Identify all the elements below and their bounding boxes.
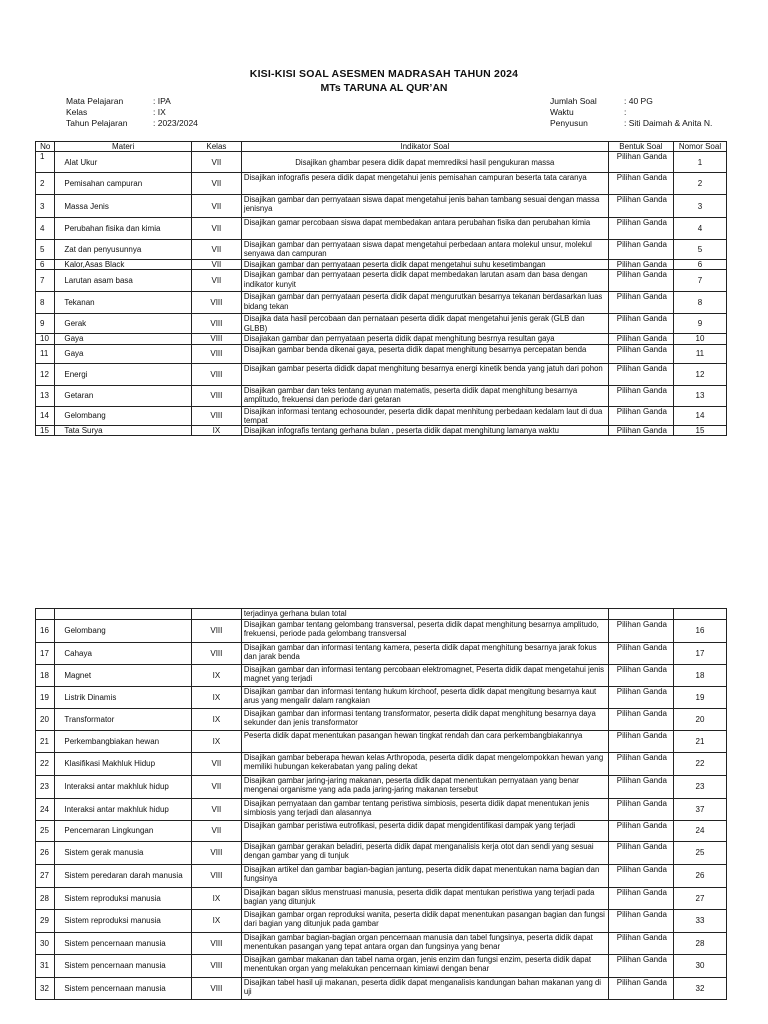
- meta-subject: [66, 96, 198, 107]
- row-nomor: 6: [673, 260, 726, 270]
- row-number: 32: [36, 978, 55, 1000]
- continuation-text: terjadinya gerhana bulan total: [241, 609, 608, 620]
- row-nomor: 16: [673, 620, 726, 643]
- row-materi: Getaran: [55, 385, 192, 406]
- row-indikator: Disajikan infografis pesera didik dapat mengetahui jenis pemisahan campuran beserta tata caranya: [241, 173, 608, 195]
- row-bentuk: Pilihan Ganda: [608, 842, 673, 865]
- row-materi: Gelombang: [55, 620, 192, 643]
- table-row: [36, 910, 727, 933]
- row-number: 29: [36, 910, 55, 933]
- row-indikator: Disajikan gambar benda dikenai gaya, peserta didik dapat menghitung besarnya percepatan benda: [241, 344, 608, 363]
- meta-value: :: [624, 107, 627, 117]
- row-bentuk: Pilihan Ganda: [608, 334, 673, 344]
- row-materi: Listrik Dinamis: [55, 687, 192, 709]
- row-bentuk: Pilihan Ganda: [608, 270, 673, 292]
- row-indikator: Disajikan gambar dan pernyataan peserta didik dapat mengurutkan besarnya tekanan berdasarkan luas bidang tekan: [241, 292, 608, 314]
- row-number: 18: [36, 665, 55, 687]
- row-kelas: VIII: [191, 933, 241, 955]
- row-nomor: 24: [673, 821, 726, 842]
- table-row: [36, 753, 727, 776]
- row-number: 20: [36, 709, 55, 731]
- row-number: 13: [36, 385, 55, 406]
- row-materi: Energi: [55, 363, 192, 385]
- row-nomor: 15: [673, 426, 726, 436]
- row-number: 17: [36, 643, 55, 665]
- row-nomor: 28: [673, 933, 726, 955]
- row-kelas: VIII: [191, 363, 241, 385]
- table-row: [36, 152, 727, 173]
- row-indikator: Disajikan bagan siklus menstruasi manusia, peserta didik dapat mentukan peristiwa yang terjadi pada bagian yang ditunjuk: [241, 888, 608, 910]
- row-materi: Gerak: [55, 314, 192, 334]
- row-kelas: VII: [191, 218, 241, 240]
- row-kelas: VIII: [191, 620, 241, 643]
- row-nomor: 19: [673, 687, 726, 709]
- row-nomor: 7: [673, 270, 726, 292]
- row-indikator: Disajikan gambar organ reproduksi wanita, peserta didik dapat menentukan pasangan bagian dan fungsi dari bagian yang ditunjuk pada gambar: [241, 910, 608, 933]
- row-materi: Sistem reproduksi manusia: [55, 910, 192, 933]
- meta-label: Waktu: [550, 107, 574, 117]
- row-bentuk: Pilihan Ganda: [608, 933, 673, 955]
- row-number: 16: [36, 620, 55, 643]
- row-nomor: 9: [673, 314, 726, 334]
- row-number: 5: [36, 240, 55, 260]
- row-nomor: 17: [673, 643, 726, 665]
- row-kelas: VIII: [191, 842, 241, 865]
- table-row: [36, 665, 727, 687]
- row-materi: Interaksi antar makhluk hidup: [55, 799, 192, 821]
- row-materi: Sistem pencernaan manusia: [55, 933, 192, 955]
- row-number: 8: [36, 292, 55, 314]
- row-number: 22: [36, 753, 55, 776]
- row-number: 10: [36, 334, 55, 344]
- row-indikator: Disajikan gambar peserta dididk dapat menghitung besarnya energi kinetik benda yang jatuh dari pohon: [241, 363, 608, 385]
- table-row: [36, 426, 727, 436]
- row-nomor: 10: [673, 334, 726, 344]
- row-nomor: 30: [673, 955, 726, 978]
- row-indikator: Disajiakan gambar dan pernyataan peserta didik dapat menghitung besrnya resultan gaya: [241, 334, 608, 344]
- row-indikator: Disajikan tabel hasil uji makanan, peserta didik dapat menganalisis kandungan bahan makanan yang di uji: [241, 978, 608, 1000]
- row-nomor: 1: [673, 152, 726, 173]
- table-row: [36, 888, 727, 910]
- row-bentuk: Pilihan Ganda: [608, 978, 673, 1000]
- row-kelas: VII: [191, 195, 241, 218]
- row-kelas: VII: [191, 260, 241, 270]
- row-bentuk: Pilihan Ganda: [608, 620, 673, 643]
- row-materi: Gaya: [55, 334, 192, 344]
- row-bentuk: Pilihan Ganda: [608, 240, 673, 260]
- meta-class: [66, 107, 198, 118]
- row-nomor: 4: [673, 218, 726, 240]
- table-row: [36, 270, 727, 292]
- row-bentuk: Pilihan Ganda: [608, 643, 673, 665]
- row-kelas: VIII: [191, 314, 241, 334]
- table-row: [36, 687, 727, 709]
- empty-cell: [191, 609, 241, 620]
- table-body-page-1: [36, 152, 727, 436]
- row-materi: Tekanan: [55, 292, 192, 314]
- row-materi: Sistem pencernaan manusia: [55, 955, 192, 978]
- row-bentuk: Pilihan Ganda: [608, 218, 673, 240]
- row-kelas: VII: [191, 270, 241, 292]
- row-bentuk: Pilihan Ganda: [608, 753, 673, 776]
- row-materi: Sistem reproduksi manusia: [55, 888, 192, 910]
- row-kelas: VIII: [191, 334, 241, 344]
- row-indikator: Disajikan gambar jaring-jaring makanan, peserta didik dapat menentukan pernyataan yang benar mengenai organisme yang ada pada jaring-jaring makanan tersebut: [241, 776, 608, 799]
- table-row: [36, 385, 727, 406]
- row-kelas: IX: [191, 709, 241, 731]
- row-bentuk: Pilihan Ganda: [608, 865, 673, 888]
- row-kelas: VIII: [191, 865, 241, 888]
- row-nomor: 23: [673, 776, 726, 799]
- table-row: [36, 195, 727, 218]
- row-nomor: 25: [673, 842, 726, 865]
- table-row: [36, 314, 727, 334]
- row-bentuk: Pilihan Ganda: [608, 314, 673, 334]
- row-kelas: IX: [191, 910, 241, 933]
- row-nomor: 11: [673, 344, 726, 363]
- row-indikator: Disajika data hasil percobaan dan pernataan peserta didik dapat mengetahui jenis gerak (GLB dan GLBB): [241, 314, 608, 334]
- row-number: 9: [36, 314, 55, 334]
- table-row: [36, 799, 727, 821]
- row-bentuk: Pilihan Ganda: [608, 821, 673, 842]
- row-number: 30: [36, 933, 55, 955]
- row-number: 7: [36, 270, 55, 292]
- row-materi: Perubahan fisika dan kimia: [55, 218, 192, 240]
- row-indikator: Disajikan gambar beberapa hewan kelas Arthropoda, peserta didik dapat mengelompokkan hewan yang memiliki hubungan kekerabatan yang paling dekat: [241, 753, 608, 776]
- row-materi: Gaya: [55, 344, 192, 363]
- row-kelas: IX: [191, 687, 241, 709]
- row-materi: Larutan asam basa: [55, 270, 192, 292]
- row-materi: Cahaya: [55, 643, 192, 665]
- meta-question-count: [550, 96, 712, 107]
- row-materi: Magnet: [55, 665, 192, 687]
- empty-cell: [608, 609, 673, 620]
- row-number: 25: [36, 821, 55, 842]
- row-materi: Pemisahan campuran: [55, 173, 192, 195]
- row-bentuk: Pilihan Ganda: [608, 776, 673, 799]
- row-kelas: VIII: [191, 643, 241, 665]
- row-kelas: VII: [191, 152, 241, 173]
- row-nomor: 22: [673, 753, 726, 776]
- row-indikator: Disajikan gambar dan informasi tentang kamera, peserta didik dapat menghitung besarnya jarak fokus dan jarak benda: [241, 643, 608, 665]
- document-title: KISI-KISI SOAL ASESMEN MADRASAH TAHUN 2024: [249, 68, 519, 80]
- row-bentuk: Pilihan Ganda: [608, 173, 673, 195]
- meta-left: [66, 96, 198, 129]
- row-bentuk: Pilihan Ganda: [608, 363, 673, 385]
- empty-cell: [36, 609, 55, 620]
- row-kelas: IX: [191, 731, 241, 753]
- continuation-row: [36, 609, 727, 620]
- row-kelas: VIII: [191, 344, 241, 363]
- row-number: 23: [36, 776, 55, 799]
- row-bentuk: Pilihan Ganda: [608, 709, 673, 731]
- meta-right: [550, 96, 712, 129]
- table-row: [36, 821, 727, 842]
- row-indikator: Disajikan gambar dan informasi tentang transformator, peserta didik dapat menghitung besarnya daya sekunder dan jenis transformator: [241, 709, 608, 731]
- table-row: [36, 731, 727, 753]
- row-bentuk: Pilihan Ganda: [608, 260, 673, 270]
- row-number: 24: [36, 799, 55, 821]
- row-bentuk: Pilihan Ganda: [608, 910, 673, 933]
- row-bentuk: Pilihan Ganda: [608, 955, 673, 978]
- row-number: 14: [36, 406, 55, 425]
- table-row: [36, 218, 727, 240]
- row-materi: Sistem gerak manusia: [55, 842, 192, 865]
- row-indikator: Disajikan infografis tentang gerhana bulan , peserta didik dapat menghitung lamanya waktu: [241, 426, 608, 436]
- meta-label: Jumlah Soal: [550, 96, 597, 106]
- meta-label: Penyusun: [550, 118, 588, 128]
- row-nomor: 12: [673, 363, 726, 385]
- row-bentuk: Pilihan Ganda: [608, 888, 673, 910]
- row-nomor: 33: [673, 910, 726, 933]
- row-indikator: Disajikan gambar gerakan beladiri, peserta didik dapat menganalisis kerja otot dan sendi yang sesuai dengan gambar yang di tunjuk: [241, 842, 608, 865]
- row-bentuk: Pilihan Ganda: [608, 406, 673, 425]
- meta-time: [550, 107, 712, 118]
- row-materi: Gelombang: [55, 406, 192, 425]
- header-no: No: [36, 142, 55, 152]
- row-indikator: Disajikan gambar tentang gelombang transversal, peserta didik dapat menghitung besarnya amplitudo, frekuensi, periode pada gelombang transversal: [241, 620, 608, 643]
- row-kelas: VII: [191, 240, 241, 260]
- row-number: 31: [36, 955, 55, 978]
- row-indikator: Disajikan gambar dan teks tentang ayunan matematis, peserta didik dapat menghitung besarnya amplitudo, frekuensi dan periode dari getaran: [241, 385, 608, 406]
- row-kelas: IX: [191, 426, 241, 436]
- row-indikator: Disajikan gamar percobaan siswa dapat membedakan antara perubahan fisika dan perubahan kimia: [241, 218, 608, 240]
- row-indikator: Disajikan gambar dan informasi tentang percobaan elektromagnet, Peserta didik dapat mengetahui jenis magnet yang terjadi: [241, 665, 608, 687]
- row-bentuk: Pilihan Ganda: [608, 426, 673, 436]
- school-name: MTs TARUNA AL QUR’AN: [320, 82, 448, 94]
- table-row: [36, 776, 727, 799]
- row-materi: Perkembangbiakan hewan: [55, 731, 192, 753]
- table-row: [36, 363, 727, 385]
- row-nomor: 13: [673, 385, 726, 406]
- row-indikator: Disajikan pernyataan dan gambar tentang peristiwa simbiosis, peserta didik dapat menentukan jenis simbiosis yang terjadi dan alasannya: [241, 799, 608, 821]
- table-row: [36, 643, 727, 665]
- table-row: [36, 292, 727, 314]
- row-materi: Interaksi antar makhluk hidup: [55, 776, 192, 799]
- table-row: [36, 173, 727, 195]
- row-bentuk: Pilihan Ganda: [608, 665, 673, 687]
- row-materi: Sistem pencernaan manusia: [55, 978, 192, 1000]
- header-bentuk: Bentuk Soal: [608, 142, 673, 152]
- page-2: [0, 608, 768, 1024]
- row-number: 21: [36, 731, 55, 753]
- row-kelas: VII: [191, 776, 241, 799]
- row-indikator: Disajikan informasi tentang echosounder, peserta didik dapat menhitung perbedaan kedalam laut di dua tempat: [241, 406, 608, 425]
- row-nomor: 18: [673, 665, 726, 687]
- row-nomor: 37: [673, 799, 726, 821]
- table-row: [36, 709, 727, 731]
- header-indikator: Indikator Soal: [241, 142, 608, 152]
- meta-value: : IX: [153, 107, 166, 117]
- row-number: 1: [36, 152, 55, 173]
- row-kelas: VII: [191, 753, 241, 776]
- grid-table-page-1: [35, 141, 727, 436]
- row-bentuk: Pilihan Ganda: [608, 344, 673, 363]
- row-nomor: 26: [673, 865, 726, 888]
- row-materi: Alat Ukur: [55, 152, 192, 173]
- row-kelas: VII: [191, 799, 241, 821]
- meta-label: Kelas: [66, 107, 88, 117]
- row-materi: Klasifikasi Makhluk Hidup: [55, 753, 192, 776]
- header-kelas: Kelas: [191, 142, 241, 152]
- row-nomor: 5: [673, 240, 726, 260]
- row-kelas: VIII: [191, 955, 241, 978]
- row-indikator: Disajikan artikel dan gambar bagian-bagian jantung, peserta didik dapat menentukan nama bagian dan fungsinya: [241, 865, 608, 888]
- row-kelas: VII: [191, 821, 241, 842]
- header-materi: Materi: [55, 142, 192, 152]
- row-indikator: Disajikan gambar dan pernyataan siswa dapat mengetahui perbedaan antara molekul unsur, molekul senyawa dan campuran: [241, 240, 608, 260]
- row-number: 12: [36, 363, 55, 385]
- meta-value: : 40 PG: [624, 96, 653, 106]
- table-row: [36, 955, 727, 978]
- table-header-row: [36, 142, 727, 152]
- row-materi: Sistem peredaran darah manusia: [55, 865, 192, 888]
- table-row: [36, 334, 727, 344]
- row-bentuk: Pilihan Ganda: [608, 292, 673, 314]
- row-kelas: IX: [191, 888, 241, 910]
- row-number: 15: [36, 426, 55, 436]
- table-row: [36, 344, 727, 363]
- row-nomor: 2: [673, 173, 726, 195]
- table-row: [36, 406, 727, 425]
- row-number: 6: [36, 260, 55, 270]
- row-number: 3: [36, 195, 55, 218]
- row-indikator: Peserta didik dapat menentukan pasangan hewan tingkat rendah dan cara perkembangbiakannya: [241, 731, 608, 753]
- table-row: [36, 933, 727, 955]
- row-bentuk: Pilihan Ganda: [608, 385, 673, 406]
- row-bentuk: Pilihan Ganda: [608, 731, 673, 753]
- row-nomor: 21: [673, 731, 726, 753]
- row-number: 2: [36, 173, 55, 195]
- meta-value: : Siti Daimah & Anita N.: [624, 118, 713, 128]
- row-bentuk: Pilihan Ganda: [608, 799, 673, 821]
- empty-cell: [55, 609, 192, 620]
- row-bentuk: Pilihan Ganda: [608, 152, 673, 173]
- row-indikator: Disajikan gambar peristiwa eutrofikasi, peserta didik dapat mengidentifikasi dampak yang terjadi: [241, 821, 608, 842]
- row-materi: Zat dan penyusunnya: [55, 240, 192, 260]
- row-materi: Massa Jenis: [55, 195, 192, 218]
- meta-year: [66, 118, 198, 129]
- row-kelas: VIII: [191, 385, 241, 406]
- page-1: [0, 0, 768, 500]
- grid-table-page-2: [35, 608, 727, 1000]
- meta-label: Mata Pelajaran: [66, 96, 124, 106]
- row-bentuk: Pilihan Ganda: [608, 195, 673, 218]
- meta-value: : IPA: [153, 96, 171, 106]
- row-materi: Kalor,Asas Black: [55, 260, 192, 270]
- row-materi: Tata Surya: [55, 426, 192, 436]
- row-number: 11: [36, 344, 55, 363]
- table-body-page-2: [36, 609, 727, 1000]
- row-number: 4: [36, 218, 55, 240]
- meta-label: Tahun Pelajaran: [66, 118, 128, 128]
- row-kelas: VII: [191, 173, 241, 195]
- table-row: [36, 842, 727, 865]
- row-nomor: 3: [673, 195, 726, 218]
- row-nomor: 20: [673, 709, 726, 731]
- empty-cell: [673, 609, 726, 620]
- row-materi: Pencemaran Lingkungan: [55, 821, 192, 842]
- row-materi: Transformator: [55, 709, 192, 731]
- row-number: 27: [36, 865, 55, 888]
- table-row: [36, 240, 727, 260]
- row-kelas: IX: [191, 665, 241, 687]
- row-nomor: 27: [673, 888, 726, 910]
- row-nomor: 8: [673, 292, 726, 314]
- row-kelas: VIII: [191, 978, 241, 1000]
- row-indikator: Disajikan gambar dan pernyataan peserta didik dapat membedakan larutan asam dan basa dengan indikator kunyit: [241, 270, 608, 292]
- row-kelas: VIII: [191, 292, 241, 314]
- row-nomor: 32: [673, 978, 726, 1000]
- meta-author: [550, 118, 712, 129]
- table-row: [36, 978, 727, 1000]
- table-row: [36, 865, 727, 888]
- row-number: 26: [36, 842, 55, 865]
- row-bentuk: Pilihan Ganda: [608, 687, 673, 709]
- row-indikator: Disajikan gambar dan informasi tentang hukum kirchoof, peserta didik dapat mengitung besarnya kaut arus yang mengalir dalam rangkaian: [241, 687, 608, 709]
- row-indikator: Disajikan gambar bagian-bagian organ pencernaan manusia dan tabel fungsinya, peserta didik dapat menentukan pasangan yang tepat antara organ dan fungsinya yang benar: [241, 933, 608, 955]
- row-number: 19: [36, 687, 55, 709]
- table-row: [36, 260, 727, 270]
- table-row: [36, 620, 727, 643]
- row-kelas: VIII: [191, 406, 241, 425]
- row-indikator: Disajikan gambar dan pernyataan siswa dapat mengetahui jenis bahan tambang sesuai dengan massa jenisnya: [241, 195, 608, 218]
- header-nomor: Nomor Soal: [673, 142, 726, 152]
- row-indikator: Disajikan ghambar pesera didik dapat memrediksi hasil pengukuran massa: [241, 152, 608, 173]
- row-indikator: Disajikan gambar dan pernyataan peserta didik dapat mengetahui suhu kesetimbangan: [241, 260, 608, 270]
- row-number: 28: [36, 888, 55, 910]
- row-indikator: Disajikan gambar makanan dan tabel nama organ, jenis enzim dan fungsi enzim, peserta didik dapat menentukan organ yang melakukan pencernaan kimiawi dengan benar: [241, 955, 608, 978]
- meta-value: : 2023/2024: [153, 118, 198, 128]
- row-nomor: 14: [673, 406, 726, 425]
